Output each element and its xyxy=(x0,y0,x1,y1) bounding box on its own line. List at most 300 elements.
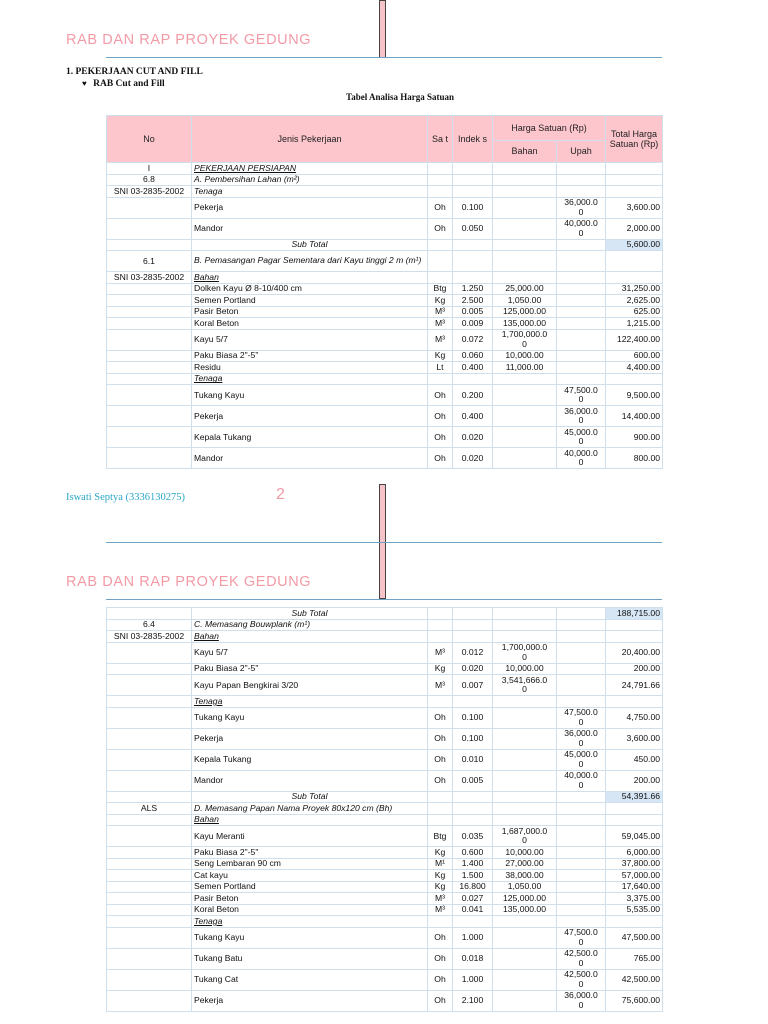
empty-cell xyxy=(453,251,493,272)
table-row xyxy=(107,283,663,295)
line-unit: Oh xyxy=(428,927,453,948)
empty-cell xyxy=(428,916,453,928)
empty-cell xyxy=(428,608,453,620)
table-row xyxy=(107,904,663,916)
line-upah xyxy=(557,904,606,916)
line-upah: 36,000.0 0 xyxy=(557,197,606,218)
footer-page-number: 2 xyxy=(276,486,285,503)
line-description: Pekerja xyxy=(192,990,428,1011)
empty-cell xyxy=(107,295,192,307)
item-description: Tenaga xyxy=(192,696,428,708)
line-total: 20,400.00 xyxy=(606,642,663,663)
empty-cell xyxy=(493,186,557,198)
item-description: A. Pembersihan Lahan (m²) xyxy=(192,174,428,186)
subtotal-label: Sub Total xyxy=(192,608,428,620)
section-subheading: RAB Cut and Fill xyxy=(93,79,165,89)
item-description: C. Memasang Bouwplank (m¹) xyxy=(192,619,428,631)
table-row xyxy=(107,969,663,990)
empty-cell xyxy=(453,803,493,815)
empty-cell xyxy=(453,186,493,198)
table-row xyxy=(107,631,663,643)
line-bahan xyxy=(493,427,557,448)
empty-cell xyxy=(107,350,192,362)
line-bahan xyxy=(493,927,557,948)
line-unit: Oh xyxy=(428,197,453,218)
line-index: 2.100 xyxy=(453,990,493,1011)
table-row xyxy=(107,826,663,847)
subtotal-value: 54,391.66 xyxy=(606,791,663,803)
empty-cell xyxy=(453,272,493,284)
line-total: 3,600.00 xyxy=(606,197,663,218)
line-description: Tukang Kayu xyxy=(192,927,428,948)
line-description: Kepala Tukang xyxy=(192,427,428,448)
line-upah: 36,000.0 0 xyxy=(557,406,606,427)
line-bahan xyxy=(493,770,557,791)
table-row xyxy=(107,814,663,826)
line-total: 4,400.00 xyxy=(606,362,663,374)
line-bahan: 135,000.00 xyxy=(493,904,557,916)
empty-cell xyxy=(428,272,453,284)
line-upah xyxy=(557,362,606,374)
empty-cell xyxy=(107,770,192,791)
empty-cell xyxy=(428,791,453,803)
line-bahan xyxy=(493,197,557,218)
line-bahan: 10,000.00 xyxy=(493,663,557,675)
empty-cell xyxy=(557,373,606,385)
empty-cell xyxy=(428,186,453,198)
line-upah: 36,000.0 0 xyxy=(557,990,606,1011)
line-upah: 45,000.0 0 xyxy=(557,427,606,448)
line-description: Mandor xyxy=(192,448,428,469)
table-row xyxy=(107,197,663,218)
table-row xyxy=(107,916,663,928)
line-upah: 42,500.0 0 xyxy=(557,948,606,969)
line-unit: Oh xyxy=(428,728,453,749)
line-total: 900.00 xyxy=(606,427,663,448)
section-heading: 1. PEKERJAAN CUT AND FILL xyxy=(66,67,203,77)
empty-cell xyxy=(606,803,663,815)
line-upah xyxy=(557,893,606,905)
item-description: Bahan xyxy=(192,814,428,826)
line-upah xyxy=(557,329,606,350)
col-header-sat: Sa t xyxy=(428,116,453,163)
line-upah xyxy=(557,663,606,675)
heart-bullet-icon: ♥ xyxy=(82,79,87,88)
line-total: 47,500.00 xyxy=(606,927,663,948)
line-bahan xyxy=(493,406,557,427)
line-unit: Oh xyxy=(428,406,453,427)
line-total: 200.00 xyxy=(606,663,663,675)
line-index: 0.027 xyxy=(453,893,493,905)
table-row xyxy=(107,770,663,791)
line-bahan: 135,000.00 xyxy=(493,318,557,330)
line-description: Tukang Kayu xyxy=(192,707,428,728)
line-upah: 47,500.0 0 xyxy=(557,707,606,728)
line-total: 200.00 xyxy=(606,770,663,791)
line-total: 17,640.00 xyxy=(606,881,663,893)
line-description: Tukang Kayu xyxy=(192,385,428,406)
line-total: 450.00 xyxy=(606,749,663,770)
line-unit: M³ xyxy=(428,675,453,696)
item-description: PEKERJAAN PERSIAPAN xyxy=(192,163,428,175)
table-row xyxy=(107,306,663,318)
empty-cell xyxy=(107,870,192,882)
line-unit: Kg xyxy=(428,295,453,307)
line-index: 0.020 xyxy=(453,663,493,675)
subtotal-value: 5,600.00 xyxy=(606,239,663,251)
empty-cell xyxy=(107,427,192,448)
line-upah: 42,500.0 0 xyxy=(557,969,606,990)
empty-cell xyxy=(493,696,557,708)
line-index: 0.100 xyxy=(453,728,493,749)
empty-cell xyxy=(453,174,493,186)
line-total: 3,600.00 xyxy=(606,728,663,749)
empty-cell xyxy=(428,619,453,631)
line-bahan xyxy=(493,749,557,770)
empty-cell xyxy=(107,318,192,330)
item-code xyxy=(107,916,192,928)
line-description: Residu xyxy=(192,362,428,374)
line-description: Tukang Batu xyxy=(192,948,428,969)
line-total: 31,250.00 xyxy=(606,283,663,295)
empty-cell xyxy=(107,990,192,1011)
line-description: Kayu 5/7 xyxy=(192,642,428,663)
table-row xyxy=(107,406,663,427)
line-unit: Kg xyxy=(428,350,453,362)
analysis-table-1 xyxy=(106,115,663,469)
table-row xyxy=(107,619,663,631)
line-upah xyxy=(557,295,606,307)
line-bahan: 1,687,000.0 0 xyxy=(493,826,557,847)
line-index: 0.200 xyxy=(453,385,493,406)
empty-cell xyxy=(557,163,606,175)
empty-cell xyxy=(107,826,192,847)
empty-cell xyxy=(107,448,192,469)
line-index: 1.500 xyxy=(453,870,493,882)
empty-cell xyxy=(107,362,192,374)
line-unit: Oh xyxy=(428,385,453,406)
empty-cell xyxy=(557,239,606,251)
empty-cell xyxy=(606,186,663,198)
table-row xyxy=(107,990,663,1011)
section-subheading-row xyxy=(82,79,165,89)
empty-cell xyxy=(557,916,606,928)
empty-cell xyxy=(606,174,663,186)
table-row xyxy=(107,927,663,948)
item-code: SNI 03-2835-2002 xyxy=(107,272,192,284)
line-upah xyxy=(557,675,606,696)
line-bahan xyxy=(493,728,557,749)
line-index: 0.060 xyxy=(453,350,493,362)
empty-cell xyxy=(453,239,493,251)
line-index: 1.250 xyxy=(453,283,493,295)
line-bahan: 11,000.00 xyxy=(493,362,557,374)
empty-cell xyxy=(453,631,493,643)
table-row xyxy=(107,642,663,663)
empty-cell xyxy=(606,163,663,175)
empty-cell xyxy=(557,631,606,643)
line-description: Semen Portland xyxy=(192,295,428,307)
table-row xyxy=(107,847,663,859)
empty-cell xyxy=(557,174,606,186)
line-unit: Kg xyxy=(428,847,453,859)
footer-author: Iswati Septya (3336130275) xyxy=(66,492,185,503)
table-row xyxy=(107,163,663,175)
col-header-bahan: Bahan xyxy=(493,141,557,163)
line-unit: Oh xyxy=(428,990,453,1011)
line-upah xyxy=(557,847,606,859)
line-total: 57,000.00 xyxy=(606,870,663,882)
empty-cell xyxy=(428,163,453,175)
line-unit: M³ xyxy=(428,642,453,663)
item-description: B. Pemasangan Pagar Sementara dari Kayu tinggi 2 m (m¹) xyxy=(192,251,428,272)
empty-cell xyxy=(606,619,663,631)
line-index: 0.007 xyxy=(453,675,493,696)
line-total: 42,500.00 xyxy=(606,969,663,990)
item-code: SNI 03-2835-2002 xyxy=(107,631,192,643)
table-row xyxy=(107,948,663,969)
line-description: Pasir Beton xyxy=(192,306,428,318)
empty-cell xyxy=(107,858,192,870)
line-index: 0.400 xyxy=(453,362,493,374)
table-row xyxy=(107,239,663,251)
table-row xyxy=(107,870,663,882)
line-index: 0.100 xyxy=(453,197,493,218)
line-upah: 40,000.0 0 xyxy=(557,218,606,239)
line-unit: Lt xyxy=(428,362,453,374)
table-row xyxy=(107,295,663,307)
empty-cell xyxy=(107,707,192,728)
item-code: 6.1 xyxy=(107,251,192,272)
table-row xyxy=(107,427,663,448)
table-row xyxy=(107,251,663,272)
line-bahan xyxy=(493,448,557,469)
col-header-total: Total Harga Satuan (Rp) xyxy=(606,116,663,163)
line-total: 75,600.00 xyxy=(606,990,663,1011)
line-upah xyxy=(557,642,606,663)
line-total: 4,750.00 xyxy=(606,707,663,728)
line-index: 0.012 xyxy=(453,642,493,663)
empty-cell xyxy=(428,631,453,643)
item-code xyxy=(107,696,192,708)
table-row xyxy=(107,362,663,374)
line-bahan: 1,700,000.0 0 xyxy=(493,329,557,350)
table-row xyxy=(107,728,663,749)
line-unit: M³ xyxy=(428,904,453,916)
line-description: Koral Beton xyxy=(192,904,428,916)
table-title: Tabel Analisa Harga Satuan xyxy=(346,92,454,102)
item-description: Bahan xyxy=(192,272,428,284)
line-bahan xyxy=(493,969,557,990)
empty-cell xyxy=(606,373,663,385)
line-total: 24,791.66 xyxy=(606,675,663,696)
empty-cell xyxy=(557,791,606,803)
line-unit: Btg xyxy=(428,283,453,295)
empty-cell xyxy=(428,696,453,708)
empty-cell xyxy=(107,239,192,251)
line-upah xyxy=(557,283,606,295)
empty-cell xyxy=(557,814,606,826)
line-unit: Oh xyxy=(428,448,453,469)
line-index: 1.400 xyxy=(453,858,493,870)
empty-cell xyxy=(107,608,192,620)
table-row xyxy=(107,272,663,284)
line-total: 14,400.00 xyxy=(606,406,663,427)
empty-cell xyxy=(453,791,493,803)
line-bahan: 125,000.00 xyxy=(493,306,557,318)
empty-cell xyxy=(428,814,453,826)
empty-cell xyxy=(493,373,557,385)
col-header-harga-satuan: Harga Satuan (Rp) xyxy=(493,116,606,141)
table-row xyxy=(107,318,663,330)
table-row xyxy=(107,385,663,406)
line-total: 6,000.00 xyxy=(606,847,663,859)
line-total: 9,500.00 xyxy=(606,385,663,406)
empty-cell xyxy=(493,251,557,272)
table-row xyxy=(107,803,663,815)
line-bahan: 27,000.00 xyxy=(493,858,557,870)
line-bahan: 10,000.00 xyxy=(493,350,557,362)
page-top-bar xyxy=(379,0,386,58)
line-unit: Oh xyxy=(428,948,453,969)
empty-cell xyxy=(557,186,606,198)
line-bahan xyxy=(493,707,557,728)
table-row xyxy=(107,791,663,803)
line-unit: M³ xyxy=(428,893,453,905)
empty-cell xyxy=(606,814,663,826)
line-unit: Kg xyxy=(428,870,453,882)
line-upah: 36,000.0 0 xyxy=(557,728,606,749)
table-row xyxy=(107,373,663,385)
line-total: 625.00 xyxy=(606,306,663,318)
empty-cell xyxy=(107,663,192,675)
line-index: 0.035 xyxy=(453,826,493,847)
line-bahan: 3,541,666.0 0 xyxy=(493,675,557,696)
line-description: Koral Beton xyxy=(192,318,428,330)
subtotal-label: Sub Total xyxy=(192,239,428,251)
empty-cell xyxy=(107,385,192,406)
line-description: Mandor xyxy=(192,218,428,239)
empty-cell xyxy=(557,608,606,620)
empty-cell xyxy=(493,619,557,631)
line-bahan xyxy=(493,990,557,1011)
line-total: 2,000.00 xyxy=(606,218,663,239)
item-code: SNI 03-2835-2002 xyxy=(107,186,192,198)
empty-cell xyxy=(606,272,663,284)
col-header-no: No xyxy=(107,116,192,163)
line-index: 0.005 xyxy=(453,306,493,318)
line-upah: 40,000.0 0 xyxy=(557,448,606,469)
item-description: Tenaga xyxy=(192,186,428,198)
line-index: 0.072 xyxy=(453,329,493,350)
line-total: 765.00 xyxy=(606,948,663,969)
line-unit: Kg xyxy=(428,881,453,893)
line-total: 600.00 xyxy=(606,350,663,362)
line-bahan xyxy=(493,385,557,406)
empty-cell xyxy=(453,163,493,175)
line-index: 0.100 xyxy=(453,707,493,728)
line-index: 0.020 xyxy=(453,427,493,448)
empty-cell xyxy=(107,927,192,948)
item-description: Tenaga xyxy=(192,916,428,928)
empty-cell xyxy=(493,631,557,643)
empty-cell xyxy=(493,814,557,826)
empty-cell xyxy=(557,272,606,284)
empty-cell xyxy=(107,406,192,427)
table-row xyxy=(107,663,663,675)
line-description: Pekerja xyxy=(192,728,428,749)
table-row xyxy=(107,858,663,870)
empty-cell xyxy=(493,803,557,815)
line-total: 37,800.00 xyxy=(606,858,663,870)
empty-cell xyxy=(453,608,493,620)
empty-cell xyxy=(493,608,557,620)
empty-cell xyxy=(107,948,192,969)
empty-cell xyxy=(107,749,192,770)
table-row xyxy=(107,675,663,696)
line-unit: M³ xyxy=(428,329,453,350)
line-description: Tukang Cat xyxy=(192,969,428,990)
line-bahan xyxy=(493,218,557,239)
line-description: Kepala Tukang xyxy=(192,749,428,770)
line-upah: 45,000.0 0 xyxy=(557,749,606,770)
empty-cell xyxy=(428,803,453,815)
line-description: Kayu Papan Bengkirai 3/20 xyxy=(192,675,428,696)
empty-cell xyxy=(107,306,192,318)
empty-cell xyxy=(557,619,606,631)
line-description: Paku Biasa 2"-5" xyxy=(192,663,428,675)
line-bahan: 1,050.00 xyxy=(493,881,557,893)
line-description: Paku Biasa 2"-5" xyxy=(192,350,428,362)
item-code: 6.4 xyxy=(107,619,192,631)
line-unit: Oh xyxy=(428,707,453,728)
line-bahan: 125,000.00 xyxy=(493,893,557,905)
item-code: 6.8 xyxy=(107,174,192,186)
item-code: I xyxy=(107,163,192,175)
empty-cell xyxy=(107,329,192,350)
empty-cell xyxy=(557,803,606,815)
empty-cell xyxy=(107,642,192,663)
line-total: 800.00 xyxy=(606,448,663,469)
line-total: 59,045.00 xyxy=(606,826,663,847)
empty-cell xyxy=(453,814,493,826)
line-total: 5,535.00 xyxy=(606,904,663,916)
line-upah: 40,000.0 0 xyxy=(557,770,606,791)
line-bahan: 38,000.00 xyxy=(493,870,557,882)
empty-cell xyxy=(107,847,192,859)
line-index: 1.000 xyxy=(453,927,493,948)
line-index: 0.020 xyxy=(453,448,493,469)
line-total: 3,375.00 xyxy=(606,893,663,905)
empty-cell xyxy=(107,728,192,749)
empty-cell xyxy=(428,174,453,186)
line-bahan: 1,700,000.0 0 xyxy=(493,642,557,663)
empty-cell xyxy=(453,696,493,708)
table-row xyxy=(107,707,663,728)
empty-cell xyxy=(606,631,663,643)
line-index: 0.400 xyxy=(453,406,493,427)
empty-cell xyxy=(606,251,663,272)
line-description: Pekerja xyxy=(192,406,428,427)
line-unit: Btg xyxy=(428,826,453,847)
page-header-title-2: RAB DAN RAP PROYEK GEDUNG xyxy=(66,574,312,590)
line-unit: M¹ xyxy=(428,858,453,870)
empty-cell xyxy=(107,904,192,916)
empty-cell xyxy=(107,197,192,218)
line-index: 0.010 xyxy=(453,749,493,770)
line-index: 0.005 xyxy=(453,770,493,791)
line-index: 0.009 xyxy=(453,318,493,330)
